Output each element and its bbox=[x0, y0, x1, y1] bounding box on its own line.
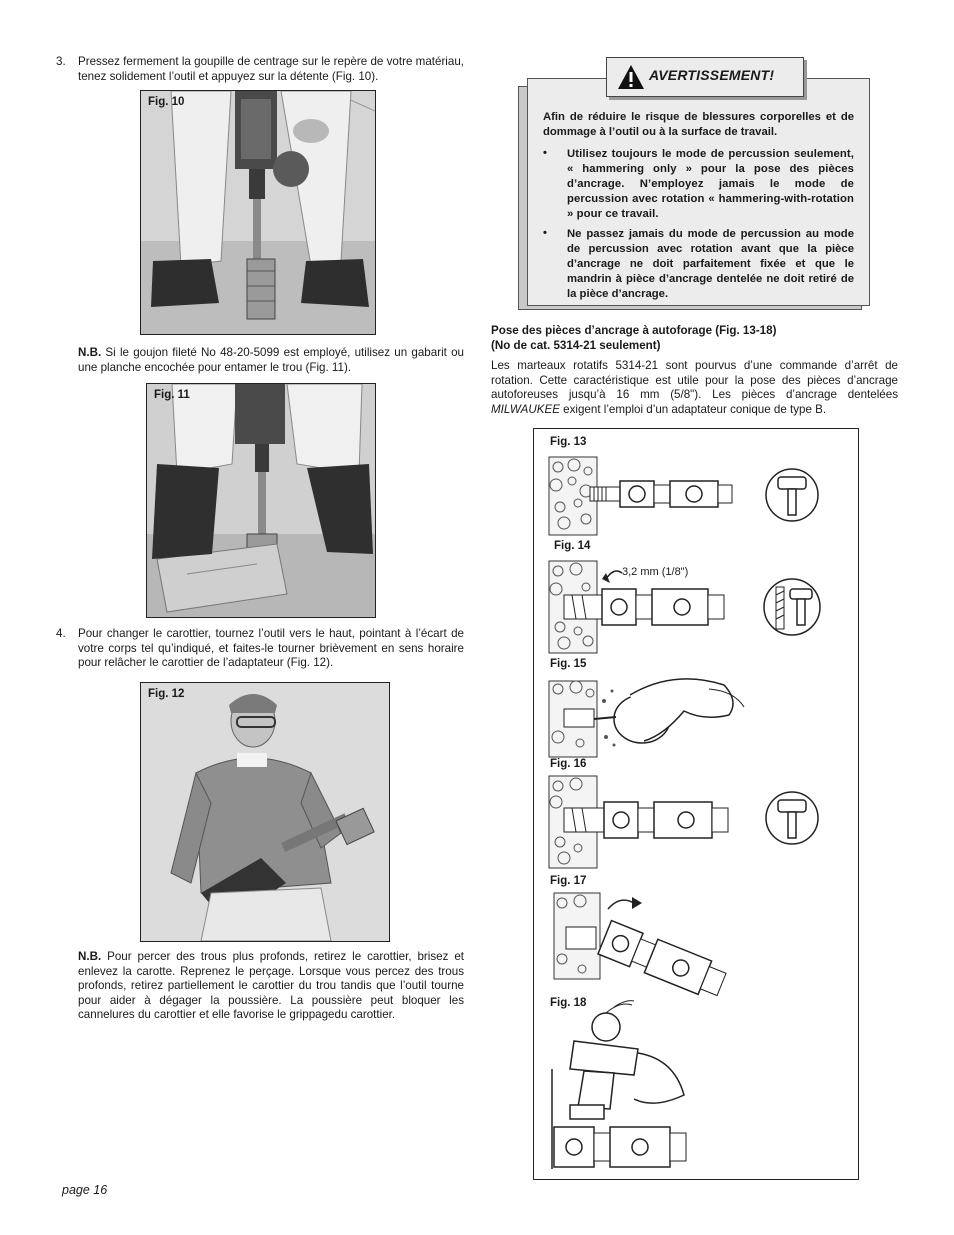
figures-13-18-frame bbox=[533, 428, 859, 1180]
step-3 bbox=[56, 55, 464, 87]
fig-12-illustration bbox=[141, 683, 389, 941]
note-2 bbox=[78, 950, 464, 1023]
note-2-text: Pour percer des trous plus profonds, retirez le carottier, brisez et enlevez la carotte. Reprenez le perçage. Lorsque vous percez des trous profonds, retirez partiellement le carottier du trou tandis que l’outil tourne pour aider à dégager la poussière. La poussière peut bloquer les cannelures du carottier et elle favorise le grippagedu carottier. bbox=[78, 950, 464, 1022]
note-1 bbox=[78, 346, 464, 375]
step-3-number: 3. bbox=[56, 55, 66, 68]
warning-bullet-1-symbol: • bbox=[543, 147, 547, 159]
note-2-label: N.B. bbox=[78, 950, 102, 963]
warning-title: AVERTISSEMENT! bbox=[649, 67, 775, 83]
fig-15-diagram bbox=[534, 671, 854, 767]
fig-17-label: Fig. 17 bbox=[550, 875, 587, 887]
section-para-after: exigent l’emploi d’un adaptateur conique de type B. bbox=[559, 402, 827, 416]
fig-11-photo bbox=[146, 383, 376, 618]
section-paragraph bbox=[491, 359, 898, 417]
fig-11-illustration bbox=[147, 384, 375, 617]
fig-10-photo bbox=[140, 90, 376, 335]
warning-triangle-icon bbox=[617, 64, 645, 90]
section-heading bbox=[491, 323, 871, 353]
warning-intro: Afin de réduire le risque de blessures corporelles et de dommage à l’outil ou à la surface de travail. bbox=[543, 111, 854, 138]
warning-header bbox=[606, 57, 804, 97]
step-4 bbox=[56, 627, 464, 673]
fig-14-dimension: 3,2 mm (1/8") bbox=[622, 566, 689, 578]
warning-bullet-2: Ne passez jamais du mode de percussion au mode de percussion avec rotation avant que la pièce d’ancrage ne doit parfaitement fixée et que le mandrin à pièce d’ancrage dentelée ne doit retiré de la pièce d’ancrage. bbox=[567, 228, 854, 300]
fig-15-label: Fig. 15 bbox=[550, 658, 587, 670]
fig-16-diagram bbox=[534, 772, 854, 872]
warning-box bbox=[527, 78, 870, 306]
fig-10-illustration bbox=[141, 91, 375, 334]
fig-13-label: Fig. 13 bbox=[550, 436, 587, 448]
section-heading-line-2: (No de cat. 5314-21 seulement) bbox=[491, 339, 661, 352]
note-1-label: N.B. bbox=[78, 346, 102, 359]
step-4-text: Pour changer le carottier, tournez l’outil vers le haut, pointant à l’écart de votre corps tel qu’indiqué, et faites-le tourner brièvement en sens horaire pour relâcher le carottier de l’adaptateur (Fig. 12). bbox=[78, 627, 464, 670]
section-para-before: Les marteaux rotatifs 5314-21 sont pourvus d’une commande d’arrêt de rotation. Cette caractéristique est utile pour la pose des pièces d’ancrage autoforeuses jusqu’à 16 mm (5/8"). Les pièces d’ancrage dentelées bbox=[491, 359, 898, 402]
step-3-text: Pressez fermement la goupille de centrage sur le repère de votre matériau, tenez solidement l’outil et appuyez sur la détente (Fig. 10). bbox=[78, 55, 464, 83]
fig-12-label: Fig. 12 bbox=[148, 688, 185, 700]
fig-17-diagram bbox=[534, 889, 854, 999]
note-1-text: Si le goujon fileté No 48-20-5099 est employé, utilisez un gabarit ou une planche encochée pour entamer le trou (Fig. 11). bbox=[78, 346, 464, 374]
fig-11-label: Fig. 11 bbox=[154, 389, 190, 401]
fig-18-diagram bbox=[534, 999, 854, 1179]
fig-14-label: Fig. 14 bbox=[554, 540, 591, 552]
section-heading-line-1: Pose des pièces d’ancrage à autoforage (Fig. 13-18) bbox=[491, 324, 777, 337]
fig-12-photo bbox=[140, 682, 390, 942]
fig-16-label: Fig. 16 bbox=[550, 758, 587, 770]
fig-10-label: Fig. 10 bbox=[148, 96, 185, 108]
warning-bullet-1: Utilisez toujours le mode de percussion seulement, « hammering only » pour la pose des pièces d’ancrage. N’employez jamais le mode de percussion avec rotation « hammering-with-rotation » pour ce travail. bbox=[567, 148, 854, 220]
page-number: page 16 bbox=[62, 1183, 108, 1197]
fig-18-label: Fig. 18 bbox=[550, 997, 587, 1009]
step-4-number: 4. bbox=[56, 627, 66, 640]
warning-bullet-2-symbol: • bbox=[543, 227, 547, 239]
fig-14-diagram bbox=[534, 557, 854, 665]
section-para-brand: MILWAUKEE bbox=[491, 402, 560, 416]
